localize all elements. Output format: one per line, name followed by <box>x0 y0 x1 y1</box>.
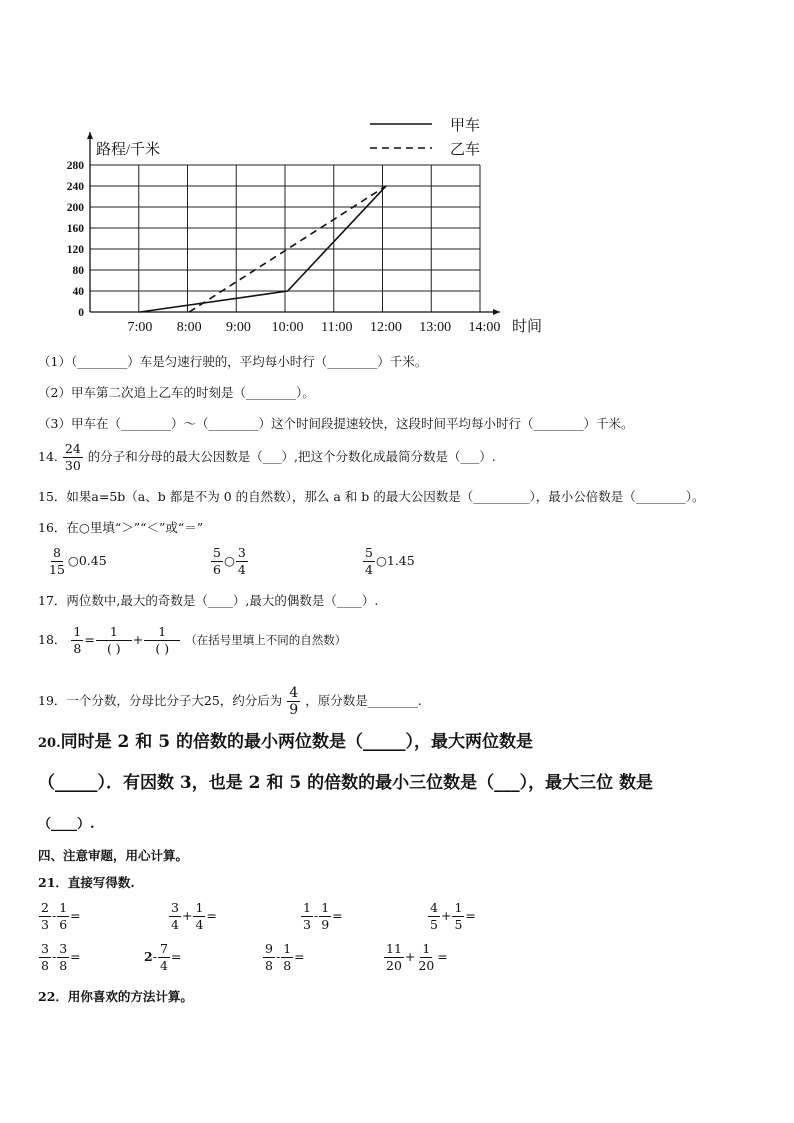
x-tick-1000: 10:00 <box>271 320 304 335</box>
q17: 17．两位数中,最大的奇数是（____）,最大的偶数是（____）. <box>38 593 379 608</box>
q21-expr-6 <box>144 942 181 973</box>
x-axis-arrow <box>493 309 500 315</box>
q18 <box>38 625 346 656</box>
q21-4-d2: 5 <box>454 917 463 932</box>
q21-6-op: - <box>152 949 157 964</box>
q13-part1: （1）（________）车是匀速行驶的，平均每小时行（________）千米。 <box>38 354 428 369</box>
q21-expr-5 <box>38 942 81 973</box>
q21-3-d2: 9 <box>321 917 330 932</box>
q21-4-op: + <box>440 908 452 923</box>
q18-n1: 1 <box>73 624 82 639</box>
q16-item-1 <box>46 546 107 577</box>
q18-d2: ( ) <box>106 641 121 656</box>
q21-3-eq: = <box>332 908 343 923</box>
q21-1-eq: = <box>70 908 81 923</box>
q14-number: 14. <box>38 449 58 464</box>
q18-d3: ( ) <box>155 641 170 656</box>
q18-d1: 8 <box>73 641 82 656</box>
q19-pre: 19．一个分数，分母比分子大25，约分后为 <box>38 693 283 708</box>
q21-3-op: - <box>313 908 319 923</box>
q16-item-2 <box>210 546 249 577</box>
x-axis-label: 时间 <box>512 319 543 335</box>
q21-expr-3 <box>300 901 343 932</box>
q21-8-n2: 1 <box>422 941 431 956</box>
q16-title: 16．在○里填“＞”“＜”或“＝” <box>38 520 204 535</box>
q21-7-op: - <box>275 949 281 964</box>
legend-label-2: 乙车 <box>450 142 481 158</box>
x-tick-1400: 14:00 <box>468 320 501 335</box>
q21-2-d2: 4 <box>195 917 204 932</box>
q21-5-n1: 3 <box>41 941 49 956</box>
q21-expr-2 <box>168 901 217 932</box>
q21-5-op: - <box>51 949 57 964</box>
q21-3-n1: 1 <box>303 900 311 915</box>
q19-post: ，原分数是________. <box>305 693 422 708</box>
q16-3-denominator: 4 <box>365 562 373 577</box>
q21-1-op: - <box>51 908 57 923</box>
q13-part2: （2）甲车第二次追上乙车的时刻是（________）。 <box>38 385 315 400</box>
q21-4-d1: 5 <box>430 917 438 932</box>
q20-line3: （____）. <box>38 817 95 832</box>
x-tick-1300: 13:00 <box>419 320 452 335</box>
q21-2-n2: 1 <box>195 900 204 915</box>
q21-7-d2: 8 <box>283 958 292 973</box>
q21-5-d2: 8 <box>59 958 68 973</box>
q21-2-n1: 3 <box>171 900 179 915</box>
y-tick-40: 40 <box>72 286 84 298</box>
x-tick-1200: 12:00 <box>370 320 402 335</box>
q16-1-tail: ○0.45 <box>67 553 107 568</box>
q21-5-eq: = <box>70 949 81 964</box>
q14 <box>38 442 496 473</box>
q16-2-circle: ○ <box>223 553 235 568</box>
q21-6-n2: 7 <box>159 941 168 956</box>
q21-7-d1: 8 <box>265 958 273 973</box>
q21-5-d1: 8 <box>41 958 49 973</box>
y-tick-240: 240 <box>66 181 84 193</box>
x-tick-800: 8:00 <box>176 320 202 335</box>
q21-8-d1: 20 <box>386 958 402 973</box>
y-tick-120: 120 <box>66 244 84 256</box>
legend-label-1: 甲车 <box>450 118 481 134</box>
q21-3-d1: 3 <box>303 917 311 932</box>
q14-numerator: 24 <box>64 441 81 456</box>
q16-2-numerator: 5 <box>213 545 221 560</box>
q21-1-n2: 1 <box>59 900 68 915</box>
y-axis-label: 路程/千米 <box>96 142 161 158</box>
q21-8-n1: 11 <box>386 941 402 956</box>
q16-1-numerator: 8 <box>52 545 61 560</box>
q20-line2: （_____）．有因数 3，也是 2 和 5 的倍数的最小三位数是（___），最大三位 数是 <box>38 773 653 793</box>
q18-number: 18． <box>38 632 67 647</box>
q21-7-n1: 9 <box>265 941 273 956</box>
y-axis-arrow <box>87 132 93 139</box>
q16-2-denominator2: 4 <box>237 562 246 577</box>
distance-time-chart <box>0 100 794 340</box>
q20-line1 <box>38 731 533 755</box>
q21-2-d1: 4 <box>171 917 179 932</box>
q19-numerator: 4 <box>289 685 299 701</box>
q14-fraction <box>63 442 83 473</box>
q16-3-tail: ○1.45 <box>375 553 415 568</box>
q16-1-denominator: 15 <box>49 562 65 577</box>
q21-6-whole: 2 <box>144 949 153 964</box>
q20-number: 20. <box>38 736 61 751</box>
q16-2-numerator2: 3 <box>237 545 246 560</box>
q21-4-n2: 1 <box>454 900 463 915</box>
q21-1-n1: 2 <box>41 900 49 915</box>
q21-6-d2: 4 <box>159 958 168 973</box>
q21-5-n2: 3 <box>59 941 68 956</box>
y-tick-280: 280 <box>66 160 84 172</box>
q22: 22．用你喜欢的方法计算。 <box>38 989 193 1004</box>
q18-equals: = <box>84 632 95 647</box>
q21-4-n1: 4 <box>430 900 438 915</box>
q15: 15．如果a=5b（a、b 都是不为 0 的自然数），那么 a 和 b 的最大公因数是（_________），最小公倍数是（________）。 <box>38 489 705 504</box>
q21-1-d1: 3 <box>41 917 49 932</box>
q21-2-op: + <box>181 908 193 923</box>
q21-8-eq: = <box>437 949 448 964</box>
q16-item-3 <box>362 546 415 577</box>
q21-6-eq: = <box>170 949 182 964</box>
q18-n3: 1 <box>144 625 180 641</box>
q20-line1-text: 同时是 2 和 5 的倍数的最小两位数是（_____），最大两位数是 <box>60 732 533 752</box>
q21-4-eq: = <box>465 908 476 923</box>
q18-n2: 1 <box>96 625 132 641</box>
q21-7-n2: 1 <box>283 941 292 956</box>
y-tick-160: 160 <box>66 223 84 235</box>
q21-expr-7 <box>262 942 305 973</box>
q21-expr-4 <box>427 901 476 932</box>
q13-part3: （3）甲车在（________）～（________）这个时间段提速较快，这段时间平均每小时行（________）千米。 <box>38 416 634 431</box>
q16-3-numerator: 5 <box>365 545 373 560</box>
x-tick-1100: 11:00 <box>321 320 353 335</box>
q21-expr-1 <box>38 901 81 932</box>
q19-denominator: 9 <box>289 702 299 718</box>
y-tick-0: 0 <box>78 307 84 319</box>
q19 <box>38 686 422 717</box>
q21-expr-8 <box>383 942 448 973</box>
q14-text: 的分子和分母的最大公因数是（___）,把这个分数化成最简分数是（___）. <box>87 449 496 464</box>
q18-note: （在括号里填上不同的自然数） <box>185 633 347 647</box>
y-tick-200: 200 <box>66 202 84 214</box>
q21-title: 21．直接写得数. <box>38 875 135 890</box>
q16-2-denominator: 6 <box>213 562 221 577</box>
q18-plus: + <box>132 632 144 647</box>
q21-1-d2: 6 <box>59 917 68 932</box>
q21-2-eq: = <box>206 908 217 923</box>
x-tick-700: 7:00 <box>127 320 153 335</box>
q21-7-eq: = <box>294 949 305 964</box>
q21-3-n2: 1 <box>321 900 330 915</box>
y-tick-80: 80 <box>72 265 84 277</box>
x-tick-900: 9:00 <box>225 320 251 335</box>
q21-8-d2: 20 <box>418 958 435 973</box>
section-4-heading: 四、注意审题，用心计算。 <box>38 848 189 863</box>
q14-denominator: 30 <box>64 458 81 473</box>
q21-8-op: + <box>404 949 416 964</box>
